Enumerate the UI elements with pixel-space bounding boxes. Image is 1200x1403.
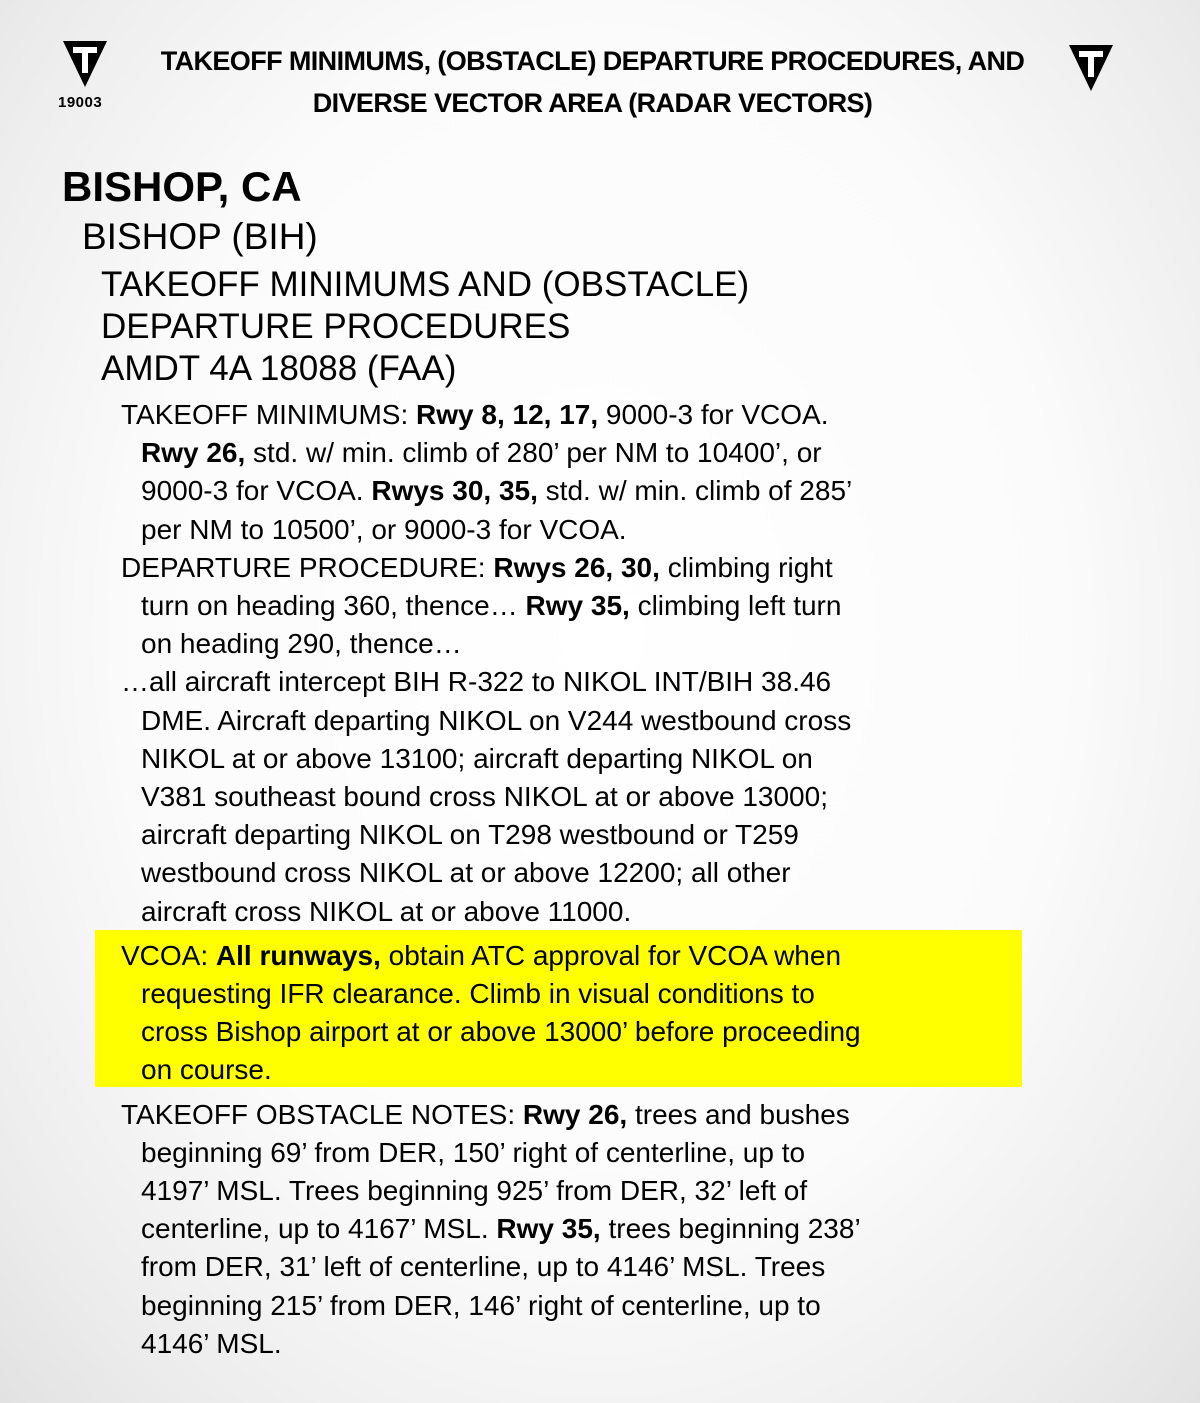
runway-reference: Rwy 8, 12, 17, — [416, 399, 599, 430]
page-title — [120, 40, 1065, 124]
text-line: V381 southeast bound cross NIKOL at or above 13000; — [141, 781, 828, 813]
city-heading: BISHOP, CA — [62, 163, 302, 210]
runway-reference: Rwy 26, — [141, 437, 246, 469]
takeoff-minimums-symbol-icon — [62, 40, 108, 88]
vcoa-section — [0, 937, 1200, 1090]
page-title-line-2: DIVERSE VECTOR AREA (RADAR VECTORS) — [312, 88, 873, 118]
text-line: aircraft cross NIKOL at or above 11000. — [141, 895, 632, 927]
runway-reference: Rwys 26, 30, — [493, 551, 660, 583]
procedure-sections — [0, 396, 1200, 1363]
vcoa-highlight-block — [0, 937, 1200, 1090]
text-line: from DER, 31’ left of centerline, up to 4146’ MSL. Trees — [141, 1251, 826, 1283]
text-line: …all aircraft intercept BIH R-322 to NIKOL INT/BIH 38.46 — [121, 666, 832, 698]
section-label: VCOA: — [121, 939, 216, 971]
text-line — [0, 472, 1200, 510]
text-run: climbing left turn — [629, 590, 842, 622]
text-line — [0, 434, 1200, 472]
text-line: 4197’ MSL. Trees beginning 925’ from DER, 32’ left of — [141, 1175, 808, 1207]
text-line: per NM to 10500’, or 9000-3 for VCOA. — [141, 513, 627, 545]
page-header — [0, 0, 1200, 140]
text-line: on course. — [141, 1054, 272, 1086]
runway-reference: All runways, — [215, 939, 381, 971]
text-run: turn on heading 360, thence… — [141, 590, 526, 622]
text-run: obtain ATC approval for VCOA when — [380, 939, 842, 971]
runway-reference: Rwys 30, 35, — [371, 475, 538, 507]
text-run: std. w/ min. climb of 280’ per NM to 10400’, or — [245, 437, 822, 469]
departure-procedure-section — [0, 549, 1200, 664]
runway-reference: Rwy 26, — [522, 1098, 628, 1130]
document-number: 19003 — [58, 94, 103, 111]
text-line: 4146’ MSL. — [141, 1327, 282, 1359]
text-line: requesting IFR clearance. Climb in visual conditions to — [141, 978, 815, 1010]
all-aircraft-section — [0, 663, 1200, 930]
text-line — [0, 1096, 1200, 1134]
text-line: cross Bishop airport at or above 13000’ before proceeding — [141, 1016, 861, 1048]
amendment-line: AMDT 4A 18088 (FAA) — [101, 349, 457, 388]
text-line: NIKOL at or above 13100; aircraft departing NIKOL on — [141, 742, 813, 774]
runway-reference: Rwy 35, — [496, 1213, 601, 1245]
text-line — [0, 549, 1200, 587]
text-line — [0, 396, 1200, 434]
text-run: climbing right — [659, 551, 833, 583]
text-run: trees beginning 238’ — [600, 1213, 861, 1245]
text-line: on heading 290, thence… — [141, 628, 462, 660]
text-line — [0, 587, 1200, 625]
runway-reference: Rwy 35, — [525, 590, 630, 622]
procedure-heading — [101, 264, 749, 390]
text-line — [0, 937, 1200, 975]
text-run: 9000-3 for VCOA. — [141, 475, 372, 507]
text-line: westbound cross NIKOL at or above 12200; all other — [141, 857, 791, 889]
procedure-title-line-1: TAKEOFF MINIMUMS AND (OBSTACLE) — [101, 265, 750, 304]
airport-heading: BISHOP (BIH) — [82, 216, 318, 257]
page-title-line-1: TAKEOFF MINIMUMS, (OBSTACLE) DEPARTURE PROCEDURES, AND — [160, 46, 1025, 76]
section-label: TAKEOFF MINIMUMS: — [121, 399, 417, 430]
takeoff-minimums-section — [0, 396, 1200, 549]
text-line: beginning 215’ from DER, 146’ right of centerline, up to — [141, 1289, 821, 1321]
procedure-title-line-2: DEPARTURE PROCEDURES — [101, 307, 571, 346]
text-run: trees and bushes — [627, 1098, 850, 1130]
section-label: DEPARTURE PROCEDURE: — [121, 551, 494, 583]
section-label: TAKEOFF OBSTACLE NOTES: — [121, 1098, 523, 1130]
text-run: 9000-3 for VCOA. — [598, 399, 829, 430]
text-line: DME. Aircraft departing NIKOL on V244 westbound cross — [141, 704, 852, 736]
text-line: aircraft departing NIKOL on T298 westbound or T259 — [141, 819, 799, 851]
text-line — [0, 1210, 1200, 1248]
text-line: beginning 69’ from DER, 150’ right of centerline, up to — [141, 1136, 806, 1168]
text-run: std. w/ min. climb of 285’ — [537, 475, 853, 507]
text-run: centerline, up to 4167’ MSL. — [141, 1213, 497, 1245]
takeoff-obstacle-notes-section — [0, 1096, 1200, 1363]
takeoff-minimums-symbol-icon — [1068, 44, 1114, 92]
